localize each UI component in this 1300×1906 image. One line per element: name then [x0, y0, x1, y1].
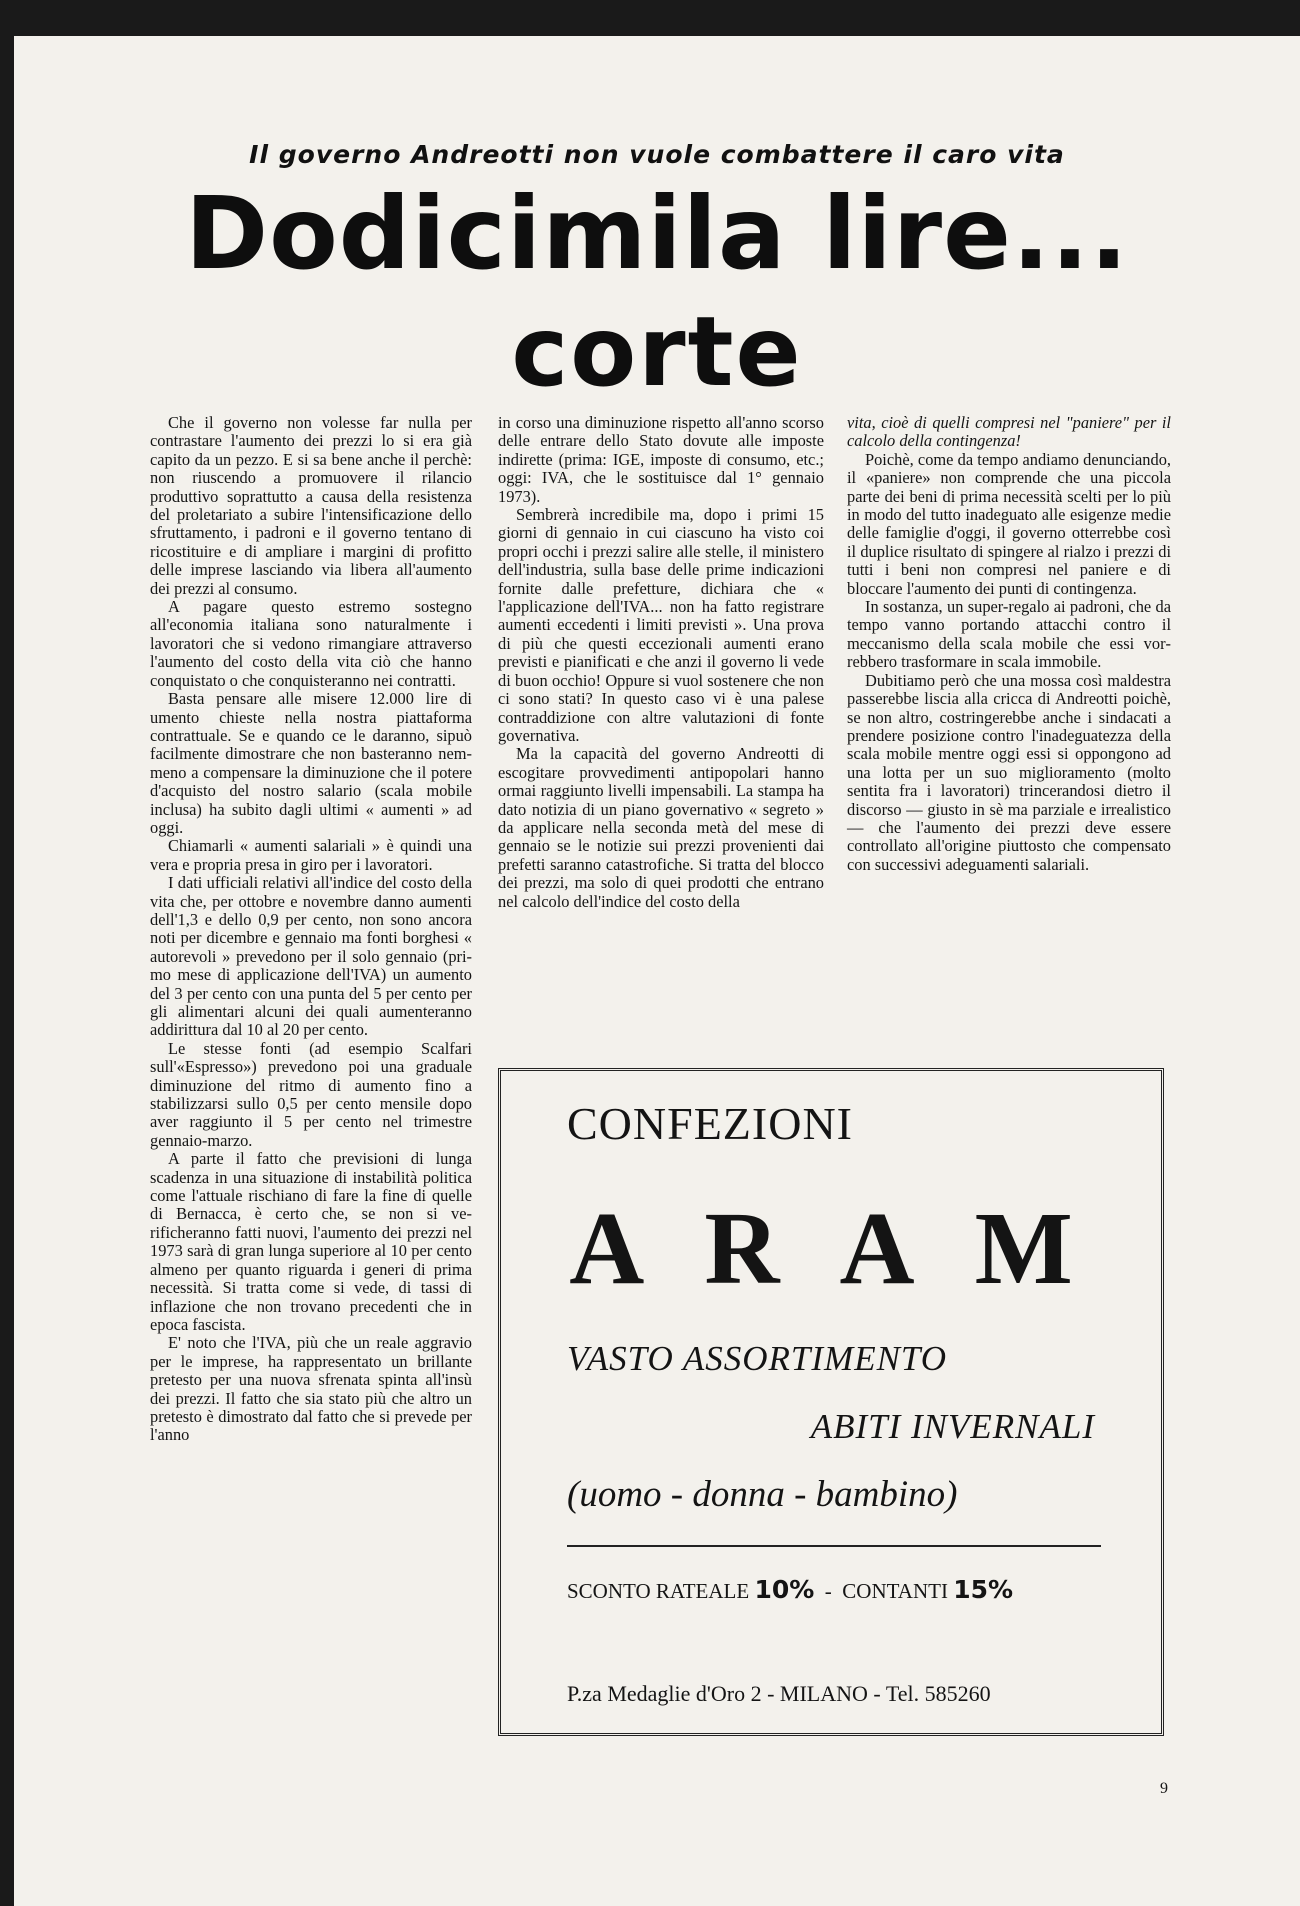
page-number: 9	[1160, 1780, 1168, 1797]
ad-line-clothes: ABITI INVERNALI	[810, 1407, 1095, 1446]
ad-divider	[567, 1545, 1101, 1547]
paragraph: Sembrerà incredibile ma, dopo i primi 15 giorni di gennaio in cui ciascuno ha visto coi propri occhi i prezzi salire alle stelle, il ministero dell'industria, sulla base delle prime indicazioni fornite dalle prefetture, dichiara che « l'applicazione dell'IVA... non ha fatto registrare aumenti eccedenti i limiti previsti ». Una prova di più che questi eccezionali aumenti erano previsti e pianificati e che anzi il governo li vede di buon occhio! Oppure si vuol sostenere che non ci sono stati? In questo caso vi è una palese contraddizione con altre valutazioni di fonte governativa.	[498, 505, 824, 745]
article-title-line1: Dodicimila lire...	[185, 175, 1129, 292]
advertisement-box	[498, 1068, 1164, 1736]
paragraph: Che il governo non volesse far nulla per contrastare l'aumento dei prezzi lo si era già capito da un pezzo. E si sa bene anche il perchè: non riuscendo a promuovere il rilancio produttivo soprattutto a causa della resistenza del proletariato a subire l'intensificazione dello sfruttamento, i padroni e il governo tentano di ricostituire e di ampliare i margini di profitto delle imprese lasciando via libera all'aumento dei prezzi al consumo.	[150, 413, 472, 598]
paragraph: E' noto che l'IVA, più che un reale aggravio per le imprese, ha rappresentato un brillante pretesto per una nuova sfrenata spinta all'insù dei prezzi. Il fatto che sia stato più che altro un pretesto è dimostrato dal fatto che si prevede per l'anno	[150, 1333, 472, 1445]
paragraph: Poichè, come da tempo andiamo denunciando, il «paniere» non comprende che una piccola parte dei beni di prima necessità scelti per lo più in modo del tutto inadeguato alle esigenze medie delle famiglie d'oggi, il governo otterrebbe così il duplice risultato di spingere al rialzo i prezzi di tutti i beni non compresi nel paniere e di bloccare l'aumento dei punti di contingenza.	[847, 449, 1171, 598]
ad-line-assortment: VASTO ASSORTIMENTO	[567, 1339, 948, 1378]
ad-brand: ARAM	[569, 1191, 1133, 1306]
ad-contanti-value: 15%	[953, 1575, 1014, 1604]
ad-sconto-label: SCONTO RATEALE	[567, 1579, 750, 1603]
article-column-1	[150, 414, 472, 1445]
article-column-3	[847, 414, 1171, 874]
ad-headline: CONFEZIONI	[567, 1098, 853, 1149]
ad-separator: -	[824, 1579, 832, 1603]
ad-line-audience: (uomo - donna - bambino)	[567, 1474, 958, 1515]
paragraph: A pagare questo estremo sostegno all'economia italiana sono naturalmente i lavoratori che si vedono rimangiare attraverso l'aumento del costo della vita ciò che hanno conquistato o che conquisteranno nei contratti.	[150, 597, 472, 690]
article-title-line2: corte	[511, 296, 803, 408]
paragraph: Chiamarli « aumenti salariali » è quindi una vera e propria presa in giro per i lavoratori.	[150, 836, 472, 874]
ad-sconto-value: 10%	[754, 1575, 815, 1604]
paragraph: Dubitiamo però che una mossa così maldestra passerebbe liscia alla cricca di Andreotti poichè, se non altro, costringerebbe anche i sindacati a prendere posizione contro l'inadeguatezza della scala mobile mentre oggi essi si oppongono ad una lotta per un suo miglioramento (molto sentita fra i lavoratori) trincerandosi dietro il discorso — giusto in sè ma parziale e irrealistico — che l'aumento dei prezzi deve essere controllato all'origine piuttosto che compensato con successivi adeguamenti salariali.	[847, 670, 1171, 874]
paragraph: Le stesse fonti (ad esempio Scalfari sull'«Espresso») prevedono poi una graduale diminuzione del ritmo di aumento fino a stabilizzarsi sullo 0,5 per cento mensile dopo aver raggiunto il 5 per cento nel trimestre gennaio-marzo.	[150, 1038, 472, 1150]
article-kicker: Il governo Andreotti non vuole combattere il caro vita	[249, 140, 1065, 169]
paragraph: I dati ufficiali relativi all'indice del costo della vita che, per ottobre e novembre danno aumenti dell'1,3 e dello 0,9 per cento, non sono ancora noti per dicembre e gennaio ma fonti borghesi « autorevoli » prevedono per il solo gennaio (primo mese di applicazione dell'IVA) un aumento del 3 per cento con una punta del 5 per cento per gli alimentari alcuni dei quali aumenteranno addirittura dal 10 al 20 per cento.	[150, 873, 472, 1040]
ad-contanti-label: CONTANTI	[842, 1579, 948, 1603]
ad-discounts	[567, 1575, 1013, 1604]
paragraph: Basta pensare alle misere 12.000 lire di umento chieste nella nostra piattaforma contrattuale. Se e quando ce le daranno, sipuò facilmente dimostrare che non basteranno nemmeno a compensare la diminuzione che il potere d'acquisto del nostro salario (scala mobile inclusa) ha subito dagli ultimi « aumenti » ad oggi.	[150, 689, 472, 837]
article-column-2	[498, 414, 824, 911]
paragraph: in corso una diminuzione rispetto all'anno scorso delle entrare dello Stato dovute alle imposte indirette (prima: IGE, imposte di consumo, etc.; oggi: IVA, che le sostituisce dal 1° gennaio 1973).	[498, 413, 824, 506]
ad-address: P.za Medaglie d'Oro 2 - MILANO - Tel. 585260	[567, 1681, 991, 1706]
paragraph: In sostanza, un super-regalo ai padroni, che da tempo vanno portando attacchi contro il meccanismo della scala mobile che essi vorrebbero trasformare in scala immobile.	[847, 597, 1171, 672]
paragraph: A parte il fatto che previsioni di lunga scadenza in una situazione di instabilità politica come l'attuale rischiano di fare la fine di quelle di Bernacca, è certo che, se non si verificheranno fatti nuovi, l'aumento dei prezzi nel 1973 sarà di gran lunga superiore al 10 per cento almeno per quanto riguarda i generi di prima necessità. Si tratta come si vede, di tassi di inflazione che non trovano precedenti che in epoca fascista.	[150, 1149, 472, 1334]
paragraph: Ma la capacità del governo Andreotti di escogitare provvedimenti antipopolari hanno ormai raggiunto livelli impensabili. La stampa ha dato notizia di un piano governativo « segreto » da applicare nella seconda metà del mese di gennaio se le notizie sui prezzi provenienti dai prefetti saranno catastrofiche. Si tratta del blocco dei prezzi, ma solo di quei prodotti che entrano nel calcolo dell'indice del costo della	[498, 744, 824, 911]
paragraph: vita, cioè di quelli compresi nel "paniere" per il calcolo della contingenza!	[847, 413, 1171, 451]
magazine-page	[14, 36, 1300, 1906]
